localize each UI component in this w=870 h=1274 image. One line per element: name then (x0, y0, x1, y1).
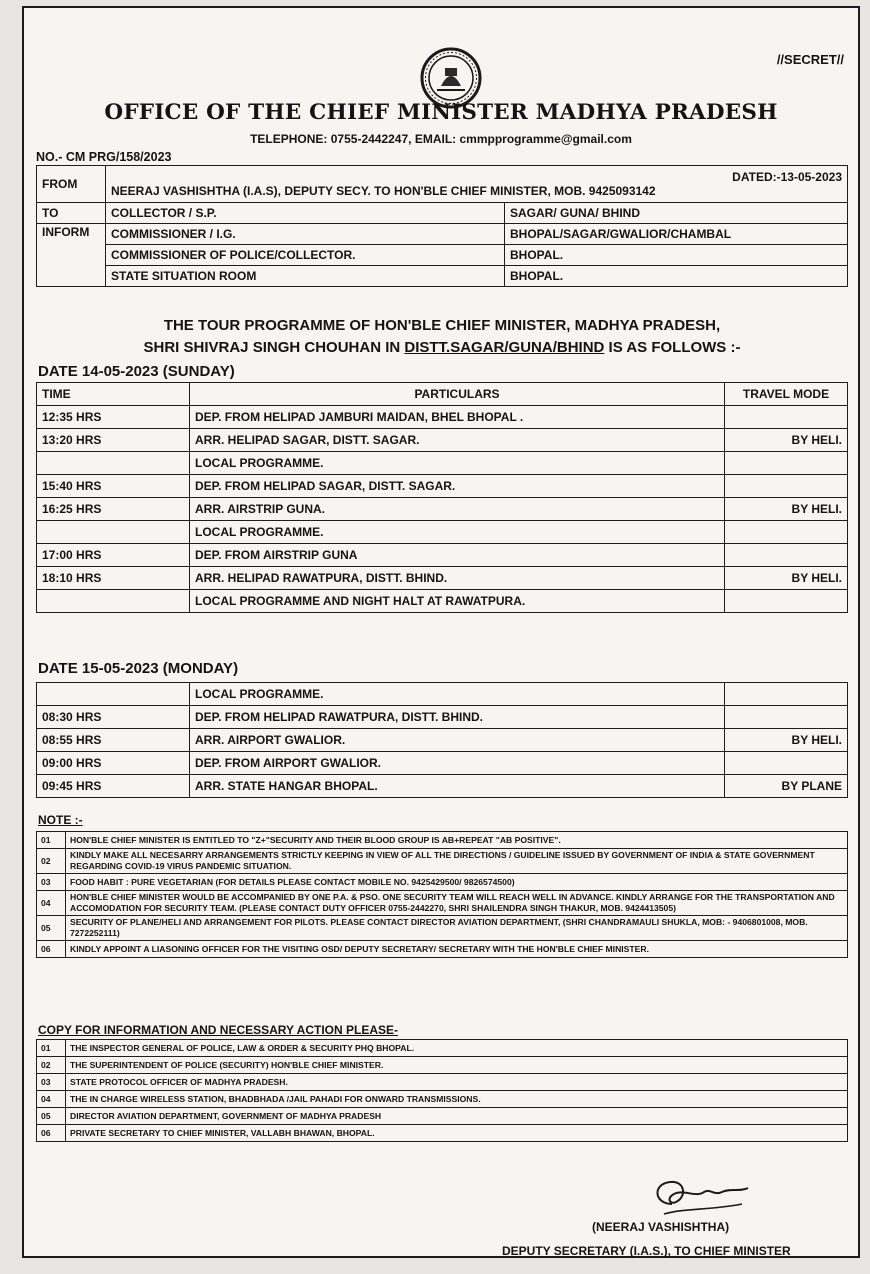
time-cell: 09:45 HRS (37, 775, 190, 798)
time-cell: 18:10 HRS (37, 567, 190, 590)
time-cell (37, 521, 190, 544)
mode-cell: BY HELI. (725, 498, 848, 521)
particulars-cell: ARR. AIRSTRIP GUNA. (190, 498, 725, 521)
from-cell (106, 166, 848, 203)
to-value: COLLECTOR / S.P. (106, 203, 505, 224)
contact-line: TELEPHONE: 0755-2442247, EMAIL: cmmpprogramme@gmail.com (250, 132, 632, 146)
copy-number: 03 (37, 1074, 66, 1091)
routing-table (36, 165, 848, 287)
time-cell (37, 590, 190, 613)
time-cell (37, 452, 190, 475)
time-cell (37, 683, 190, 706)
copy-text: THE IN CHARGE WIRELESS STATION, BHADBHADA /JAIL PAHADI FOR ONWARD TRANSMISSIONS. (66, 1091, 848, 1108)
inform-office: COMMISSIONER / I.G. (106, 224, 505, 245)
intro-line-2 (36, 337, 848, 359)
particulars-cell: DEP. FROM HELIPAD SAGAR, DISTT. SAGAR. (190, 475, 725, 498)
signature-icon (644, 1174, 754, 1222)
table-row (37, 452, 848, 475)
copy-number: 01 (37, 1040, 66, 1057)
table-row (37, 521, 848, 544)
mode-cell (725, 544, 848, 567)
particulars-cell: DEP. FROM AIRPORT GWALIOR. (190, 752, 725, 775)
table-row (37, 683, 848, 706)
inform-office: COMMISSIONER OF POLICE/COLLECTOR. (106, 245, 505, 266)
from-label: FROM (37, 166, 106, 203)
list-item (37, 1057, 848, 1074)
note-number: 04 (37, 891, 66, 916)
list-item (37, 891, 848, 916)
from-value: NEERAJ VASHISHTHA (I.A.S), DEPUTY SECY. TO HON'BLE CHIEF MINISTER, MOB. 9425093142 (111, 184, 656, 198)
list-item (37, 916, 848, 941)
to-label: TO (37, 203, 106, 224)
mode-cell: BY HELI. (725, 729, 848, 752)
copy-text: DIRECTOR AVIATION DEPARTMENT, GOVERNMENT OF MADHYA PRADESH (66, 1108, 848, 1125)
inform-place: BHOPAL. (505, 245, 848, 266)
table-row (37, 475, 848, 498)
day1-date: DATE 14-05-2023 (SUNDAY) (38, 363, 235, 380)
mode-cell: BY PLANE (725, 775, 848, 798)
copy-number: 04 (37, 1091, 66, 1108)
copy-heading: COPY FOR INFORMATION AND NECESSARY ACTION PLEASE- (38, 1023, 399, 1037)
copy-text: STATE PROTOCOL OFFICER OF MADHYA PRADESH. (66, 1074, 848, 1091)
time-cell: 12:35 HRS (37, 406, 190, 429)
table-row (37, 544, 848, 567)
mode-cell (725, 590, 848, 613)
col-time-header: TIME (37, 383, 190, 406)
note-text: KINDLY APPOINT A LIASONING OFFICER FOR THE VISITING OSD/ DEPUTY SECRETARY/ SECRETARY WITH THE HON'BLE CHIEF MINISTER. (66, 941, 848, 958)
day2-date: DATE 15-05-2023 (MONDAY) (38, 660, 239, 677)
mode-cell (725, 521, 848, 544)
note-text: KINDLY MAKE ALL NECESARRY ARRANGEMENTS STRICTLY KEEPING IN VIEW OF ALL THE DIRECTIONS / GUIDELINE ISSUED BY GOVERNMENT OF INDIA & STATE GOVERNMENT REGARDING COVID-19 VIRUS PANDEMIC SITUATION. (66, 849, 848, 874)
copy-text: THE SUPERINTENDENT OF POLICE (SECURITY) HON'BLE CHIEF MINISTER. (66, 1057, 848, 1074)
note-text: FOOD HABIT : PURE VEGETARIAN (FOR DETAILS PLEASE CONTACT MOBILE NO. 9425429500/ 9826574500) (66, 874, 848, 891)
note-text: SECURITY OF PLANE/HELI AND ARRANGEMENT FOR PILOTS. PLEASE CONTACT DIRECTOR AVIATION DEPARTMENT, (SHRI CHANDRAMAULI SHUKLA, MOB: - 9406801008, MOB. 7272252111) (66, 916, 848, 941)
office-title: OFFICE OF THE CHIEF MINISTER MADHYA PRADESH (104, 100, 778, 125)
note-number: 03 (37, 874, 66, 891)
list-item (37, 1091, 848, 1108)
day1-schedule-table (36, 382, 848, 613)
note-text: HON'BLE CHIEF MINISTER WOULD BE ACCOMPANIED BY ONE P.A. & PSO. ONE SECURITY TEAM WILL REACH WELL IN ADVANCE. KINDLY ARRANGE FOR THE TRANSPORTATION AND ACCOMODATION FOR SECURITY TEAM. (PLEASE CONTACT DUTY OFFICER 0755-2442270, SHRI SHAILENDRA SINGH THAKUR, MOB. 9424413505) (66, 891, 848, 916)
col-mode-header: TRAVEL MODE (725, 383, 848, 406)
mode-cell (725, 683, 848, 706)
time-cell: 08:30 HRS (37, 706, 190, 729)
particulars-cell: DEP. FROM HELIPAD JAMBURI MAIDAN, BHEL BHOPAL . (190, 406, 725, 429)
particulars-cell: DEP. FROM HELIPAD RAWATPURA, DISTT. BHIND. (190, 706, 725, 729)
notes-table (36, 831, 848, 958)
particulars-cell: LOCAL PROGRAMME. (190, 683, 725, 706)
time-cell: 16:25 HRS (37, 498, 190, 521)
particulars-cell: ARR. HELIPAD SAGAR, DISTT. SAGAR. (190, 429, 725, 452)
particulars-cell: DEP. FROM AIRSTRIP GUNA (190, 544, 725, 567)
note-text: HON'BLE CHIEF MINISTER IS ENTITLED TO "Z+"SECURITY AND THEIR BLOOD GROUP IS AB+REPEAT "AB POSITIVE". (66, 832, 848, 849)
mode-cell (725, 406, 848, 429)
copy-number: 02 (37, 1057, 66, 1074)
inform-place: BHOPAL/SAGAR/GWALIOR/CHAMBAL (505, 224, 848, 245)
list-item (37, 1040, 848, 1057)
reference-number: NO.- CM PRG/158/2023 (36, 150, 172, 164)
note-heading: NOTE :- (38, 813, 83, 827)
table-row (37, 567, 848, 590)
signatory-designation: DEPUTY SECRETARY (I.A.S.), TO CHIEF MINISTER (502, 1244, 791, 1258)
secret-marking: //SECRET// (776, 52, 844, 67)
table-row (37, 752, 848, 775)
mode-cell (725, 706, 848, 729)
time-cell: 15:40 HRS (37, 475, 190, 498)
copy-text: THE INSPECTOR GENERAL OF POLICE, LAW & ORDER & SECURITY PHQ BHOPAL. (66, 1040, 848, 1057)
mode-cell: BY HELI. (725, 567, 848, 590)
copy-number: 05 (37, 1108, 66, 1125)
intro-line-1: THE TOUR PROGRAMME OF HON'BLE CHIEF MINISTER, MADHYA PRADESH, (163, 317, 721, 334)
to-place: SAGAR/ GUNA/ BHIND (505, 203, 848, 224)
list-item (37, 849, 848, 874)
table-row (37, 498, 848, 521)
time-cell: 17:00 HRS (37, 544, 190, 567)
table-row (37, 775, 848, 798)
note-number: 02 (37, 849, 66, 874)
copy-table (36, 1039, 848, 1142)
mode-cell: BY HELI. (725, 429, 848, 452)
mode-cell (725, 752, 848, 775)
list-item (37, 1125, 848, 1142)
intro-text: IS AS FOLLOWS :- (604, 339, 741, 356)
signatory-name: (NEERAJ VASHISHTHA) (592, 1220, 730, 1234)
intro-text: SHRI SHIVRAJ SINGH CHOUHAN IN (143, 339, 405, 356)
time-cell: 13:20 HRS (37, 429, 190, 452)
particulars-cell: LOCAL PROGRAMME. (190, 521, 725, 544)
copy-text: PRIVATE SECRETARY TO CHIEF MINISTER, VALLABH BHAWAN, BHOPAL. (66, 1125, 848, 1142)
tour-intro (36, 315, 848, 359)
note-number: 06 (37, 941, 66, 958)
particulars-cell: ARR. STATE HANGAR BHOPAL. (190, 775, 725, 798)
particulars-cell: LOCAL PROGRAMME AND NIGHT HALT AT RAWATPURA. (190, 590, 725, 613)
inform-office: STATE SITUATION ROOM (106, 266, 505, 287)
mode-cell (725, 475, 848, 498)
intro-districts: DISTT.SAGAR/GUNA/BHIND (404, 339, 605, 356)
inform-label: INFORM (37, 224, 106, 287)
inform-place: BHOPAL. (505, 266, 848, 287)
note-number: 01 (37, 832, 66, 849)
particulars-cell: ARR. AIRPORT GWALIOR. (190, 729, 725, 752)
day2-schedule-table (36, 682, 848, 798)
particulars-cell: LOCAL PROGRAMME. (190, 452, 725, 475)
list-item (37, 1108, 848, 1125)
col-particulars-header: PARTICULARS (190, 383, 725, 406)
time-cell: 09:00 HRS (37, 752, 190, 775)
table-row (37, 406, 848, 429)
table-row (37, 706, 848, 729)
mode-cell (725, 452, 848, 475)
table-row (37, 590, 848, 613)
time-cell: 08:55 HRS (37, 729, 190, 752)
list-item (37, 941, 848, 958)
table-row (37, 729, 848, 752)
list-item (37, 832, 848, 849)
dated-value: DATED:-13-05-2023 (732, 170, 842, 184)
table-row (37, 429, 848, 452)
list-item (37, 1074, 848, 1091)
particulars-cell: ARR. HELIPAD RAWATPURA, DISTT. BHIND. (190, 567, 725, 590)
note-number: 05 (37, 916, 66, 941)
document-sheet (22, 6, 860, 1258)
list-item (37, 874, 848, 891)
copy-number: 06 (37, 1125, 66, 1142)
